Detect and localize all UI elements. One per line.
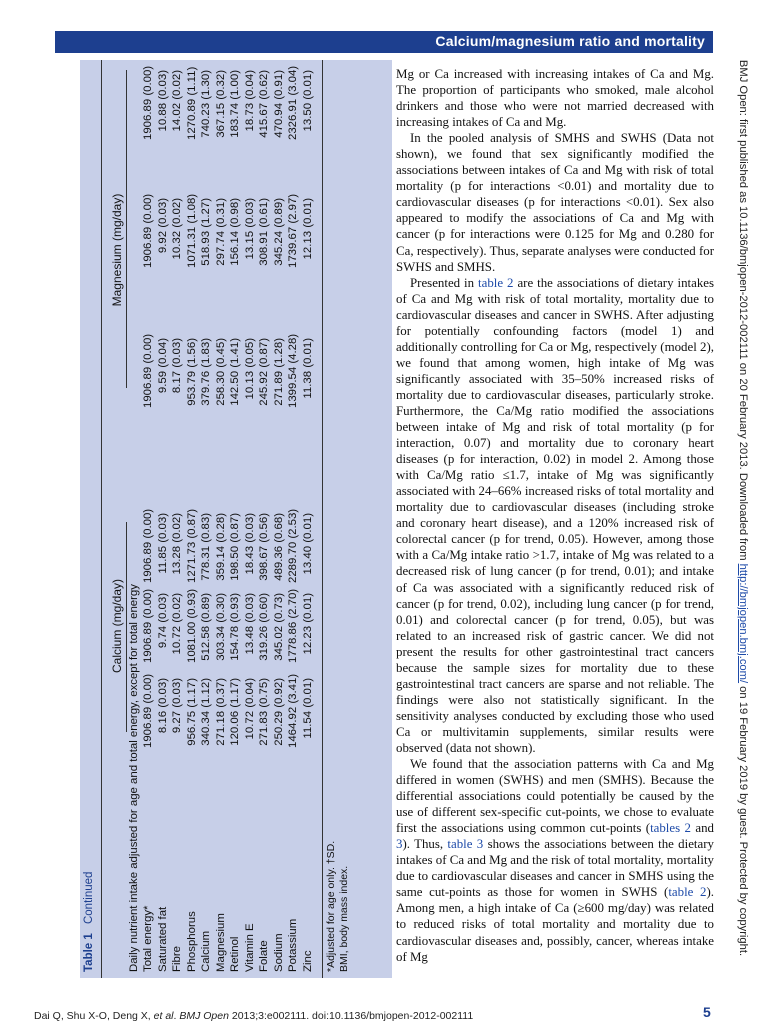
table-cell: 14.02 (0.02) (171, 70, 183, 132)
running-header-title: Calcium/magnesium ratio and mortality (435, 33, 705, 49)
row-label: Vitamin E (243, 923, 256, 972)
table-cell: 303.34 (0.30) (214, 593, 227, 661)
table-footnote-2: BMI, body mass index. (338, 865, 350, 972)
table-cell: 258.30 (0.45) (214, 338, 227, 406)
table-cell: 198.50 (0.87) (229, 513, 241, 581)
table-row (157, 60, 171, 978)
table-cell: 1906.89 (0.00) (142, 588, 154, 663)
table-cell: 398.67 (0.56) (258, 513, 270, 581)
table-cell: 13.50 (0.01) (301, 70, 314, 132)
page-number: 5 (703, 1004, 711, 1020)
group-header-calcium: Calcium (mg/day) (110, 578, 124, 674)
table-cell: 156.14 (0.98) (229, 198, 241, 266)
p4-text-e: ). Among men, a high intake of Ca (≥600 mg/day) was related to reduced risks of total mortality and mortality due to cardiovascular diseases and, possibly, cancer, whereas intake of Mg (396, 885, 714, 964)
table-label: Table 1 (83, 933, 95, 972)
p3-text-a: Presented in (410, 275, 479, 290)
table-row (244, 60, 258, 978)
paragraph-3 (396, 275, 714, 756)
table-cell: 10.72 (0.02) (171, 593, 183, 655)
side-note-prefix: BMJ Open: first published as 10.1136/bmjopen-2012-002111 on 20 February 2013. Downloaded from (737, 59, 749, 561)
footer-etal: et al (153, 1010, 174, 1022)
table-cell: 359.14 (0.28) (214, 513, 227, 581)
side-download-note (733, 58, 749, 958)
table-cell: 1270.89 (1.11) (185, 66, 198, 140)
table-cell: 1906.89 (0.00) (142, 193, 154, 268)
table-cell: 11.38 (0.01) (301, 338, 314, 399)
table-row (215, 60, 229, 978)
table-row (302, 60, 316, 978)
table-cell: 2326.91 (3.04) (287, 65, 299, 140)
table-row (258, 60, 272, 978)
table-cell: 10.88 (0.03) (156, 70, 169, 132)
footer-authors: Dai Q, Shu X-O, Deng X, (34, 1010, 154, 1022)
table-top-rule (101, 60, 102, 978)
table-cell: 12.13 (0.01) (301, 198, 314, 260)
table-cell: 1906.89 (0.00) (142, 65, 154, 140)
paragraph-2: In the pooled analysis of SMHS and SWHS (Data not shown), we found that sex significantly modified the associations between intakes of Ca and Mg with risk of total mortality (p for interactions <0.01) and mortality due to cardiovascular diseases (p for interactions <0.01). Sex also appeared to modify the associations of Ca and Mg with cancer (p for interactions were 0.125 for Mg and 0.280 for Ca, respectively). Thus, separate analyses were conducted for SWHS and SMHS. (396, 131, 714, 274)
paragraph-4 (396, 756, 714, 965)
table-cell: 10.72 (0.04) (243, 678, 256, 740)
row-label: Fibre (171, 946, 183, 972)
table-cell: 142.50 (1.41) (229, 338, 241, 406)
table-2-link-2[interactable]: table 2 (668, 885, 707, 900)
table-cell: 340.34 (1.12) (200, 678, 212, 746)
table-cell: 345.02 (0.73) (272, 593, 285, 661)
table-cell: 415.67 (0.62) (258, 70, 270, 138)
row-label: Folate (258, 940, 270, 972)
row-label: Magnesium (214, 913, 227, 972)
table-1 (80, 60, 392, 978)
table-cell: 740.23 (1.30) (200, 70, 212, 138)
table-cell: 953.79 (1.56) (185, 338, 198, 406)
side-note-suffix: on 19 February 2019 by guest. Protected by copyright. (737, 686, 749, 957)
table-cell: 1399.54 (4.28) (287, 333, 299, 408)
table-2-link[interactable]: table 2 (478, 275, 514, 290)
table-row (229, 60, 243, 978)
table-cell: 8.16 (0.03) (156, 678, 169, 734)
table-3-link[interactable]: 3 (396, 837, 403, 852)
running-header (55, 31, 713, 53)
table-cell: 13.28 (0.02) (171, 513, 183, 575)
table-cell: 1271.73 (0.87) (185, 508, 198, 583)
table-1-panel (80, 60, 392, 978)
table-cell: 518.93 (1.27) (200, 198, 212, 266)
row-label: Zinc (301, 950, 314, 972)
table-cell: 11.54 (0.01) (301, 678, 314, 739)
table-cell: 1071.31 (1.08) (185, 193, 198, 268)
table-cell: 271.83 (0.75) (258, 678, 270, 746)
table-continued: Continued (83, 871, 95, 925)
table-cell: 956.75 (1.17) (185, 678, 198, 746)
paragraph-1: Mg or Ca increased with increasing intakes of Ca and Mg. The proportion of participants who smoked, male alcohol drinkers and those who were not married decreased with increasing intakes of Ca and Mg. (396, 67, 714, 130)
table-row (171, 60, 185, 978)
table-cell: 8.17 (0.03) (171, 338, 183, 394)
row-label: Retinol (229, 936, 241, 972)
row-label: Saturated fat (156, 906, 169, 972)
table-cell: 10.13 (0.05) (243, 338, 256, 400)
row-label: Calcium (200, 930, 212, 972)
table-cell: 271.89 (1.28) (272, 338, 285, 406)
footer-doi: 2013;3:e002111. doi:10.1136/bmjopen-2012-002111 (228, 1010, 474, 1022)
table-footnote-1: *Adjusted for age only. †SD. (325, 840, 337, 972)
table-cell: 778.31 (0.83) (200, 513, 212, 581)
tables-2-link[interactable]: tables 2 (650, 821, 691, 836)
table-cell: 1906.89 (0.00) (142, 673, 154, 748)
table-cell: 1906.89 (0.00) (142, 508, 154, 583)
table-cell: 250.29 (0.92) (272, 678, 285, 746)
table-cell: 9.59 (0.04) (156, 338, 169, 394)
table-cell: 18.43 (0.03) (243, 513, 256, 575)
table-cell: 2289.70 (2.53) (287, 508, 299, 583)
table-cell: 1464.92 (3.41) (287, 673, 299, 748)
p4-text-d: shows the associations between the dietary intakes of Ca and Mg and the risk of total mortality, mortality due to cardiovascular diseases and cancer in SMHS using the same cut-points as those for women in SWHS ( (396, 837, 714, 900)
table-subheading: Daily nutrient intake adjusted for age and total energy, except for total energy (128, 584, 140, 972)
footer-sep: . (173, 1010, 180, 1022)
table-cell: 512.58 (0.89) (200, 593, 212, 661)
table-cell: 12.23 (0.01) (301, 593, 314, 655)
table-cell: 345.24 (0.89) (272, 198, 285, 266)
table-cell: 1906.89 (0.00) (142, 333, 154, 408)
table-cell: 120.06 (1.17) (229, 678, 241, 746)
group-rule-magnesium (126, 70, 127, 388)
table-cell: 1739.67 (2.97) (287, 193, 299, 268)
p4-text-a: We found that the association patterns with Ca and Mg differed in women (SWHS) and men (SMHS). Because the differential associations could potentially be caused by the use of different sex-specific cut-points, we chose to evaluate first the associations using common cut-points ( (396, 757, 714, 836)
table-row (200, 60, 214, 978)
table-cell: 183.74 (1.00) (229, 70, 241, 138)
table-cell: 367.15 (0.32) (214, 70, 227, 138)
table-cell: 1081.00 (0.93) (185, 588, 198, 663)
table-cell: 9.74 (0.03) (156, 593, 169, 649)
table-cell: 245.92 (0.87) (258, 338, 270, 406)
table-cell: 308.91 (0.61) (258, 198, 270, 266)
table-cell: 11.85 (0.03) (156, 513, 169, 574)
row-label: Potassium (287, 918, 299, 972)
row-label: Total energy* (142, 905, 154, 972)
table-cell: 13.40 (0.01) (301, 513, 314, 575)
table-cell: 379.76 (1.83) (200, 338, 212, 406)
table-cell: 319.26 (0.60) (258, 593, 270, 661)
table-cell: 13.48 (0.03) (243, 593, 256, 655)
p4-text-b: and (690, 821, 714, 836)
p3-text-b: are the associations of dietary intakes of Ca and Mg with risk of total mortality, mortality due to cardiovascular diseases and cancer in SWHS. After adjusting for potentially confounding factors (model 1) and additionally controlling for Ca or Mg, respectively (model 2), we found that among women, high intake of Mg was significantly associated with 35–50% increased risks of mortality due to cardiovascular diseases, particularly stroke. Furthermore, the Ca/Mg ratio modified the associations between intake of Mg and risk of total mortality (p for interaction, 0.07) and mortality due to coronary heart diseases (p for interaction, 0.02) in model 2. Among those with Ca/Mg ratio ≤1.7, intake of Mg was significantly associated with 24–66% increased risks of total mortality and mortality due to cardiovascular diseases (including stroke and coronary heart disease), and a 120% increased risk of colorectal cancer (p for trend, 0.05). However, among those with a Ca/Mg intake ratio >1.7, intake of Mg was related to a decreased risk of lung cancer (p for trend, 0.01); and intake of Ca was associated with a significantly reduced risk of cancer (p for trend, 0.02), including lung cancer (p for trend, 0.01) and colorectal cancer (p for trend, 0.05), but was related to an increased risk of gastric cancer. We did not present the results for other gastrointestinal tract cancers because the sample sizes for mortality due to these gastrointestinal tract cancers are sparse and not reliable. The findings were also not statistically significant. In the sensitivity analyses conducted by excluding those who used Ca or multivitamin supplements, similar results were observed (data not shown). (396, 275, 714, 755)
body-column (396, 66, 714, 965)
table-cell: 18.73 (0.04) (243, 70, 256, 132)
table-row (186, 60, 200, 978)
row-label: Phosphorus (185, 911, 198, 972)
group-rule-calcium (126, 522, 127, 732)
table-cell: 489.36 (0.68) (272, 513, 285, 581)
table-cell: 1778.86 (2.70) (287, 588, 299, 663)
row-label: Sodium (272, 933, 285, 972)
table-row (287, 60, 301, 978)
footer-journal: BMJ Open (179, 1010, 229, 1022)
table-cell: 271.18 (0.37) (214, 678, 227, 746)
table-cell: 470.94 (0.91) (272, 70, 285, 138)
table-bottom-rule (322, 60, 323, 978)
table-cell: 9.27 (0.03) (171, 678, 183, 734)
table-3-link-2[interactable]: table 3 (447, 837, 484, 852)
group-header-magnesium: Magnesium (mg/day) (110, 193, 124, 307)
table-cell: 154.78 (0.93) (229, 593, 241, 661)
table-row (273, 60, 287, 978)
table-cell: 9.92 (0.03) (156, 198, 169, 254)
p4-text-c: ). Thus, (402, 837, 448, 852)
table-cell: 10.32 (0.02) (171, 198, 183, 260)
side-note-link[interactable]: http://bmjopen.bmj.com/ (737, 563, 749, 684)
table-cell: 297.74 (0.31) (214, 198, 227, 266)
table-row (142, 60, 156, 978)
table-caption (83, 872, 95, 972)
footer-citation (34, 1010, 473, 1022)
table-cell: 13.15 (0.03) (243, 198, 256, 260)
